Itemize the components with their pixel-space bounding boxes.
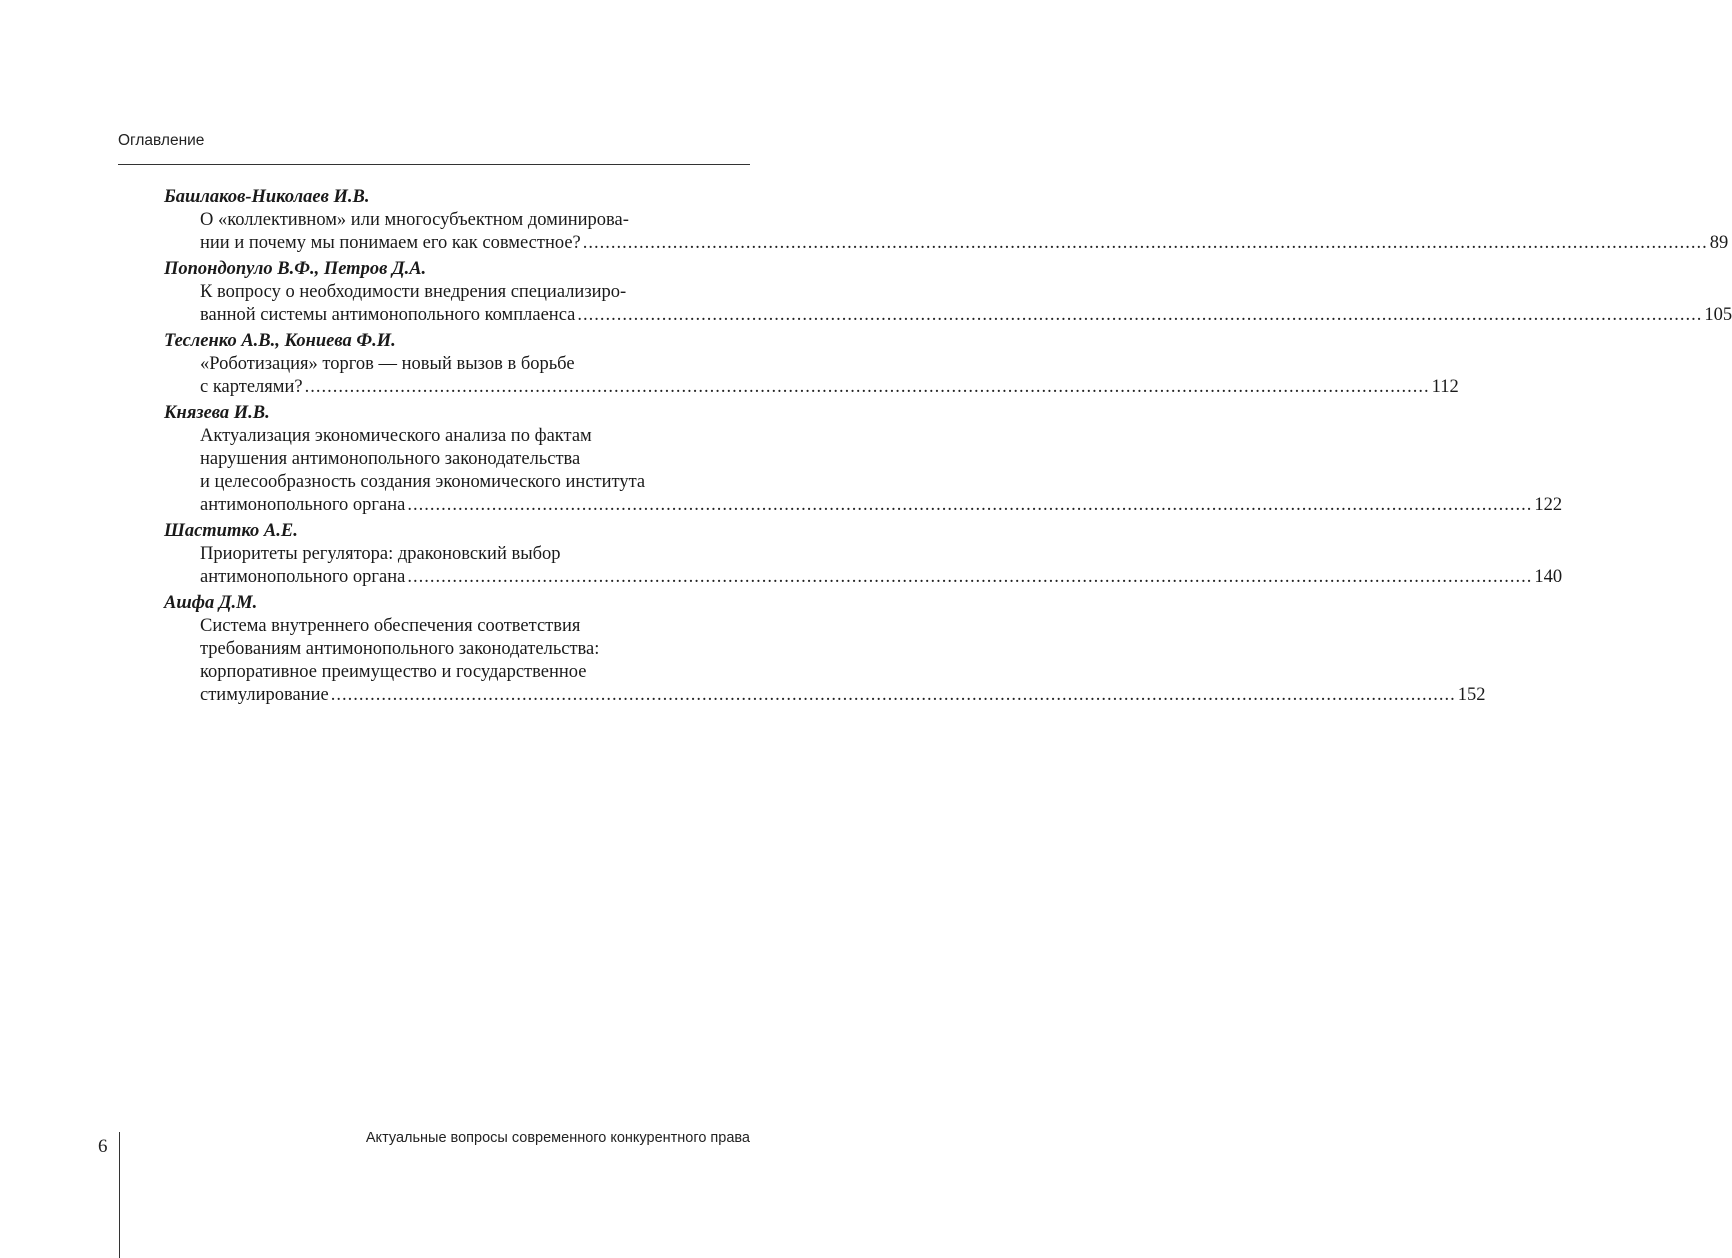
toc-entry xyxy=(164,258,1732,327)
toc-entry-title-line: Актуализация экономического анализа по фактам xyxy=(200,426,592,446)
toc-entry-page-number: 89 xyxy=(1709,233,1729,253)
toc-entry-author: Тесленко А.В., Кониева Ф.И. xyxy=(164,331,396,351)
toc-entry-title-last-line xyxy=(164,684,1486,707)
toc-entry-title-text: с картелями? xyxy=(200,377,303,397)
dot-leader: ........................................................................................................................................................................................................ xyxy=(577,305,1703,325)
toc-entry-title-last-line xyxy=(164,566,1563,589)
toc-entry xyxy=(164,186,1729,255)
dot-leader: ........................................................................................................................................................................................................ xyxy=(330,685,1456,705)
toc-entry-page-number: 152 xyxy=(1457,685,1486,705)
dot-leader: ........................................................................................................................................................................................................ xyxy=(582,233,1708,253)
toc-entry xyxy=(164,592,1486,707)
header-rule xyxy=(118,164,750,165)
toc-entry-author: Ашфа Д.М. xyxy=(164,593,258,613)
toc-entry xyxy=(164,520,1563,589)
toc-entry-title-text: антимонопольного органа xyxy=(200,567,406,587)
dot-leader: ........................................................................................................................................................................................................ xyxy=(407,567,1533,587)
toc-entry xyxy=(164,330,1459,399)
toc-entry-title-line: нарушения антимонопольного законодательства xyxy=(200,449,581,469)
toc-entry-title-last-line xyxy=(164,494,1563,517)
toc-entry-title-text: антимонопольного органа xyxy=(200,495,406,515)
toc-entry-page-number: 140 xyxy=(1534,567,1563,587)
toc-entry-page-number: 112 xyxy=(1431,377,1459,397)
toc-entry-title-line: корпоративное преимущество и государственное xyxy=(200,662,587,682)
dot-leader: ........................................................................................................................................................................................................ xyxy=(304,377,1430,397)
toc-entry-title-last-line xyxy=(164,232,1729,255)
toc-entry-title-line: требованиям антимонопольного законодательства: xyxy=(200,639,600,659)
margin-rule xyxy=(119,1132,120,1258)
toc-entry-author: Попондопуло В.Ф., Петров Д.А. xyxy=(164,259,427,279)
toc-entry xyxy=(164,402,1563,517)
page-number: 6 xyxy=(98,1136,108,1157)
toc-entry-page-number: 105 xyxy=(1704,305,1732,325)
toc-entry-title-last-line xyxy=(164,304,1732,327)
toc-entry-title-line: и целесообразность создания экономического института xyxy=(200,472,646,492)
toc-entry-title-text: стимулирование xyxy=(200,685,329,705)
running-foot: Актуальные вопросы современного конкурентного права xyxy=(365,1130,750,1146)
running-head: Оглавление xyxy=(118,132,205,149)
toc-entry-author: Башлаков-Николаев И.В. xyxy=(164,187,370,207)
toc-entry-page-number: 122 xyxy=(1534,495,1563,515)
toc-entry-title-line: Приоритеты регулятора: драконовский выбор xyxy=(200,544,561,564)
table-of-contents xyxy=(164,186,1732,710)
toc-entry-title-line: К вопросу о необходимости внедрения специализиро- xyxy=(200,282,627,302)
toc-entry-title-line: «Роботизация» торгов — новый вызов в борьбе xyxy=(200,354,575,374)
toc-entry-title-line: Система внутреннего обеспечения соответствия xyxy=(200,616,581,636)
toc-entry-title-line: О «коллективном» или многосубъектном доминирова- xyxy=(200,210,629,230)
toc-entry-title-text: нии и почему мы понимаем его как совместное? xyxy=(200,233,581,253)
toc-entry-title-last-line xyxy=(164,376,1459,399)
toc-entry-author: Князева И.В. xyxy=(164,403,270,423)
toc-entry-title-text: ванной системы антимонопольного комплаенса xyxy=(200,305,576,325)
dot-leader: ........................................................................................................................................................................................................ xyxy=(407,495,1533,515)
toc-entry-author: Шаститко А.Е. xyxy=(164,521,298,541)
